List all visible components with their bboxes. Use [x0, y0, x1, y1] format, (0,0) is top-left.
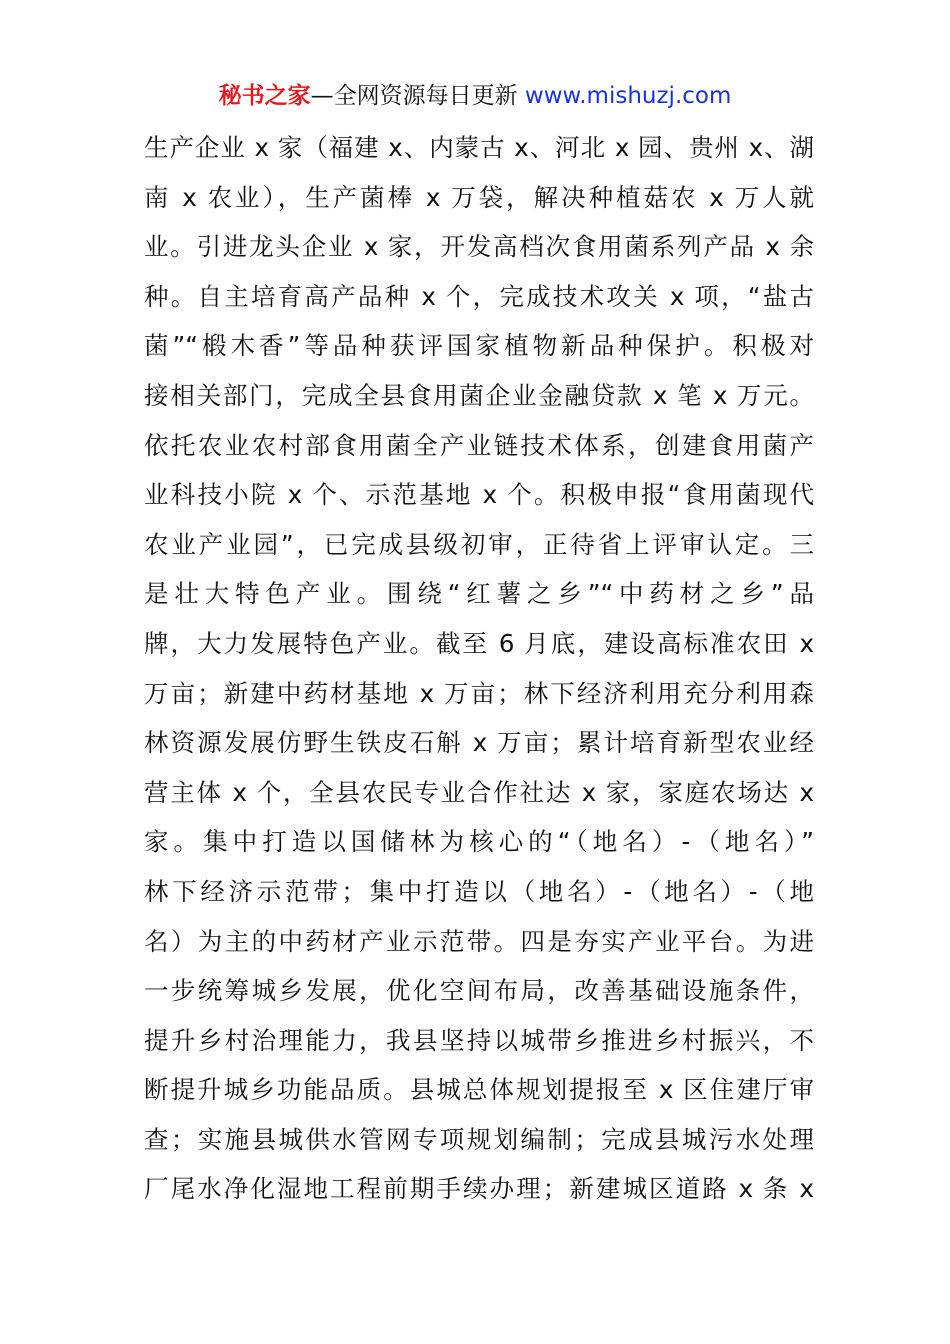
text-line: 业。引进龙头企业 x 家，开发高档次食用菌系列产品 x 余 — [144, 232, 814, 262]
site-link[interactable]: www.mishuzj.com — [524, 83, 732, 109]
text-line: 提升乡村治理能力，我县坚持以城带乡推进乡村振兴，不 — [144, 1025, 814, 1055]
text-line: 查；实施县城供水管网专项规划编制；完成县城污水处理 — [144, 1124, 814, 1154]
text-line: 依托农业农村部食用菌全产业链技术体系，创建食用菌产 — [144, 430, 814, 460]
text-line: 菌”“椴木香”等品种获评国家植物新品种保护。积极对 — [144, 331, 814, 361]
text-line: 农业产业园”，已完成县级初审，正待省上评审认定。三 — [144, 529, 814, 559]
brand-name: 秘书之家 — [218, 83, 311, 109]
text-line: 接相关部门，完成全县食用菌企业金融贷款 x 笔 x 万元。 — [144, 380, 814, 410]
text-line: 南 x 农业），生产菌棒 x 万袋，解决种植菇农 x 万人就 — [144, 182, 814, 212]
text-line: 业科技小院 x 个、示范基地 x 个。积极申报“食用菌现代 — [144, 480, 814, 510]
text-line: 林资源发展仿野生铁皮石斛 x 万亩；累计培育新型农业经 — [144, 728, 814, 758]
text-line: 牌，大力发展特色产业。截至 6 月底，建设高标准农田 x — [144, 628, 814, 658]
text-line: 生产企业 x 家（福建 x、内蒙古 x、河北 x 园、贵州 x、湖 — [144, 133, 814, 162]
text-line: 万亩；新建中药材基地 x 万亩；林下经济利用充分利用森 — [144, 678, 814, 708]
text-line: 种。自主培育高产品种 x 个，完成技术攻关 x 项，“盐古 — [144, 281, 814, 311]
text-line: 家。集中打造以国储林为核心的“（地名）-（地名）” — [144, 827, 814, 857]
text-line: 断提升城乡功能品质。县城总体规划提报至 x 区住建厅审 — [144, 1075, 814, 1105]
text-line: 名）为主的中药材产业示范带。四是夯实产业平台。为进 — [144, 926, 814, 956]
page-header — [0, 80, 950, 112]
text-line: 营主体 x 个，全县农民专业合作社达 x 家，家庭农场达 x — [144, 777, 814, 807]
header-tagline: —全网资源每日更新 — [310, 83, 518, 109]
text-line: 一步统筹城乡发展，优化空间布局，改善基础设施条件， — [144, 976, 814, 1006]
text-line: 林下经济示范带；集中打造以（地名）-（地名）-（地 — [144, 876, 814, 906]
body-text — [144, 123, 814, 1214]
text-line: 厂尾水净化湿地工程前期手续办理；新建城区道路 x 条 x — [144, 1174, 814, 1204]
text-line: 是壮大特色产业。围绕“红薯之乡”“中药材之乡”品 — [144, 579, 814, 609]
